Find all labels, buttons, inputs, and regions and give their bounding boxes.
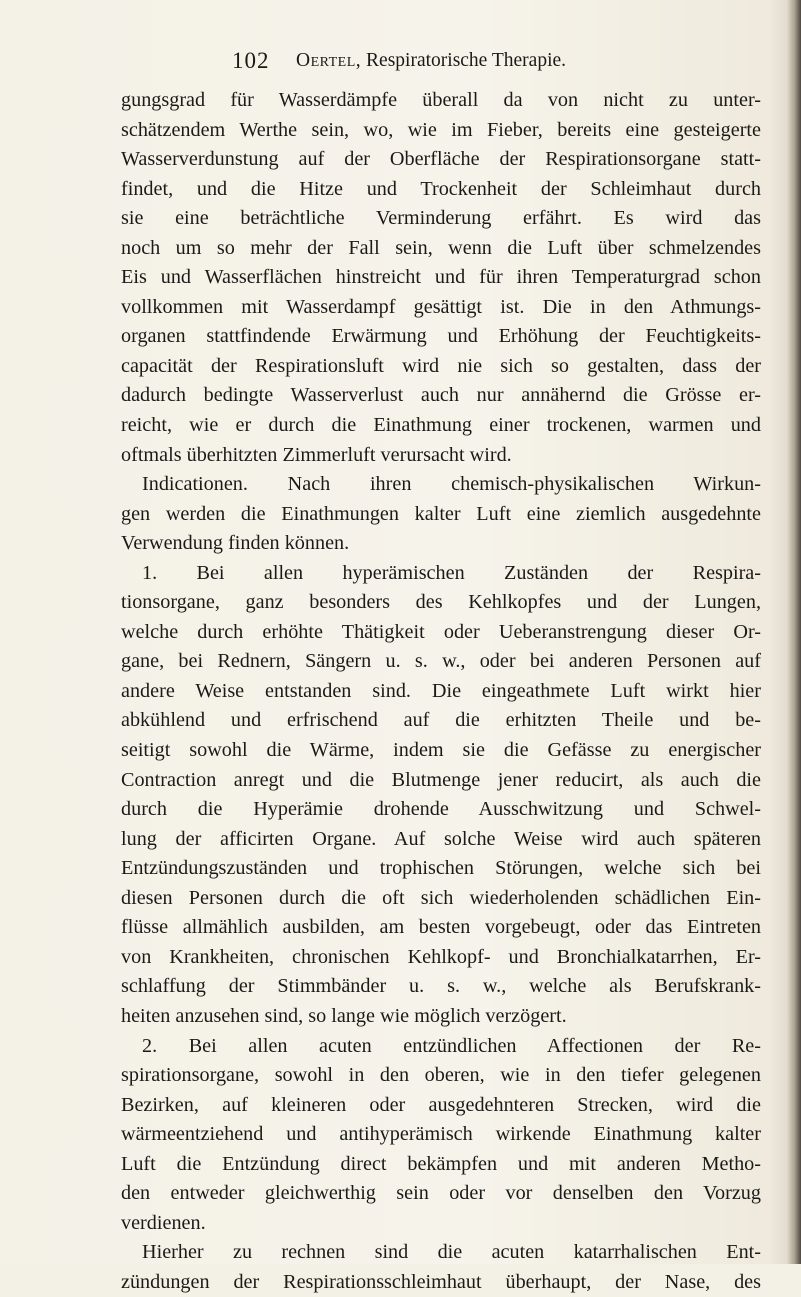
page-number: 102	[232, 48, 270, 73]
text-line: flüsse allmählich ausbilden, am besten vorgebeugt, oder das Eintreten	[121, 916, 761, 939]
body-text	[121, 86, 761, 1297]
text-line: welche durch erhöhte Thätigkeit oder Ueberanstrengung dieser Or-	[121, 620, 761, 643]
text-line: Contraction anregt und die Blutmenge jener reducirt, als auch die	[121, 768, 761, 791]
text-line: Verwendung finden können.	[121, 532, 350, 555]
text-line: oftmals überhitzten Zimmerluft verursacht wird.	[121, 443, 512, 466]
text-line: Hierher zu rechnen sind die acuten katarrhalischen Ent-	[142, 1241, 761, 1264]
text-line: vollkommen mit Wasserdampf gesättigt ist. Die in den Athmungs-	[121, 295, 761, 318]
text-line: heiten anzusehen sind, so lange wie möglich verzögert.	[121, 1004, 567, 1027]
running-head	[296, 50, 566, 72]
text-line: spirationsorgane, sowohl in den oberen, wie in den tiefer gelegenen	[121, 1064, 761, 1087]
text-line: Bezirken, auf kleineren oder ausgedehnteren Strecken, wird die	[121, 1093, 761, 1116]
text-line: gen werden die Einathmungen kalter Luft eine ziemlich ausgedehnte	[121, 502, 761, 525]
running-head-title: Respiratorische Therapie.	[366, 50, 567, 71]
text-line: sie eine beträchtliche Verminderung erfährt. Es wird das	[121, 207, 761, 230]
text-line: seitigt sowohl die Wärme, indem sie die Gefässe zu energischer	[121, 739, 761, 762]
text-line: durch die Hyperämie drohende Ausschwitzung und Schwel-	[121, 798, 761, 821]
text-line: von Krankheiten, chronischen Kehlkopf- und Bronchialkatarrhen, Er-	[121, 945, 761, 968]
text-line: gungsgrad für Wasserdämpfe überall da von nicht zu unter-	[121, 89, 761, 111]
text-line: 2. Bei allen acuten entzündlichen Affectionen der Re-	[142, 1034, 761, 1057]
text-line: den entweder gleichwerthig sein oder vor denselben den Vorzug	[121, 1182, 761, 1205]
page-header	[232, 48, 752, 82]
text-line: Entzündungszuständen und trophischen Störungen, welche sich bei	[121, 857, 761, 880]
text-line: Eis und Wasserflächen hinstreicht und für ihren Temperaturgrad schon	[121, 266, 761, 289]
text-line: Luft die Entzündung direct bekämpfen und mit anderen Metho-	[121, 1152, 761, 1175]
text-line: andere Weise entstanden sind. Die eingeathmete Luft wirkt hier	[121, 679, 761, 702]
text-line: capacität der Respirationsluft wird nie sich so gestalten, dass der	[121, 354, 761, 377]
text-line: reicht, wie er durch die Einathmung einer trockenen, warmen und	[121, 414, 761, 437]
text-line: dadurch bedingte Wasserverlust auch nur annähernd die Grösse er-	[121, 384, 761, 407]
text-line: noch um so mehr der Fall sein, wenn die Luft über schmelzendes	[121, 236, 761, 259]
text-line: Wasserverdunstung auf der Oberfläche der Respirationsorgane statt-	[121, 148, 761, 171]
text-line: wärmeentziehend und antihyperämisch wirkende Einathmung kalter	[121, 1123, 761, 1146]
text-line: schätzendem Werthe sein, wo, wie im Fieber, bereits eine gesteigerte	[121, 118, 761, 141]
page-edge-shadow	[787, 0, 801, 1264]
text-line: findet, und die Hitze und Trockenheit der Schleimhaut durch	[121, 177, 761, 200]
text-line: tionsorgane, ganz besonders des Kehlkopfes und der Lungen,	[121, 591, 761, 614]
text-line: schlaffung der Stimmbänder u. s. w., welche als Berufskrank-	[121, 975, 761, 998]
text-line: lung der afficirten Organe. Auf solche Weise wird auch späteren	[121, 827, 761, 850]
text-line: Indicationen. Nach ihren chemisch-physikalischen Wirkun-	[142, 473, 761, 496]
text-line: abkühlend und erfrischend auf die erhitzten Theile und be-	[121, 709, 761, 732]
text-line: organen stattfindende Erwärmung und Erhöhung der Feuchtigkeits-	[121, 325, 761, 348]
text-line: diesen Personen durch die oft sich wiederholenden schädlichen Ein-	[121, 886, 761, 909]
text-line: gane, bei Rednern, Sängern u. s. w., oder bei anderen Personen auf	[121, 650, 761, 673]
text-line: verdienen.	[121, 1211, 206, 1234]
text-line: zündungen der Respirationsschleimhaut überhaupt, der Nase, des	[121, 1270, 761, 1293]
running-head-author: Oertel,	[296, 50, 362, 71]
text-line: 1. Bei allen hyperämischen Zuständen der Respira-	[142, 561, 761, 584]
